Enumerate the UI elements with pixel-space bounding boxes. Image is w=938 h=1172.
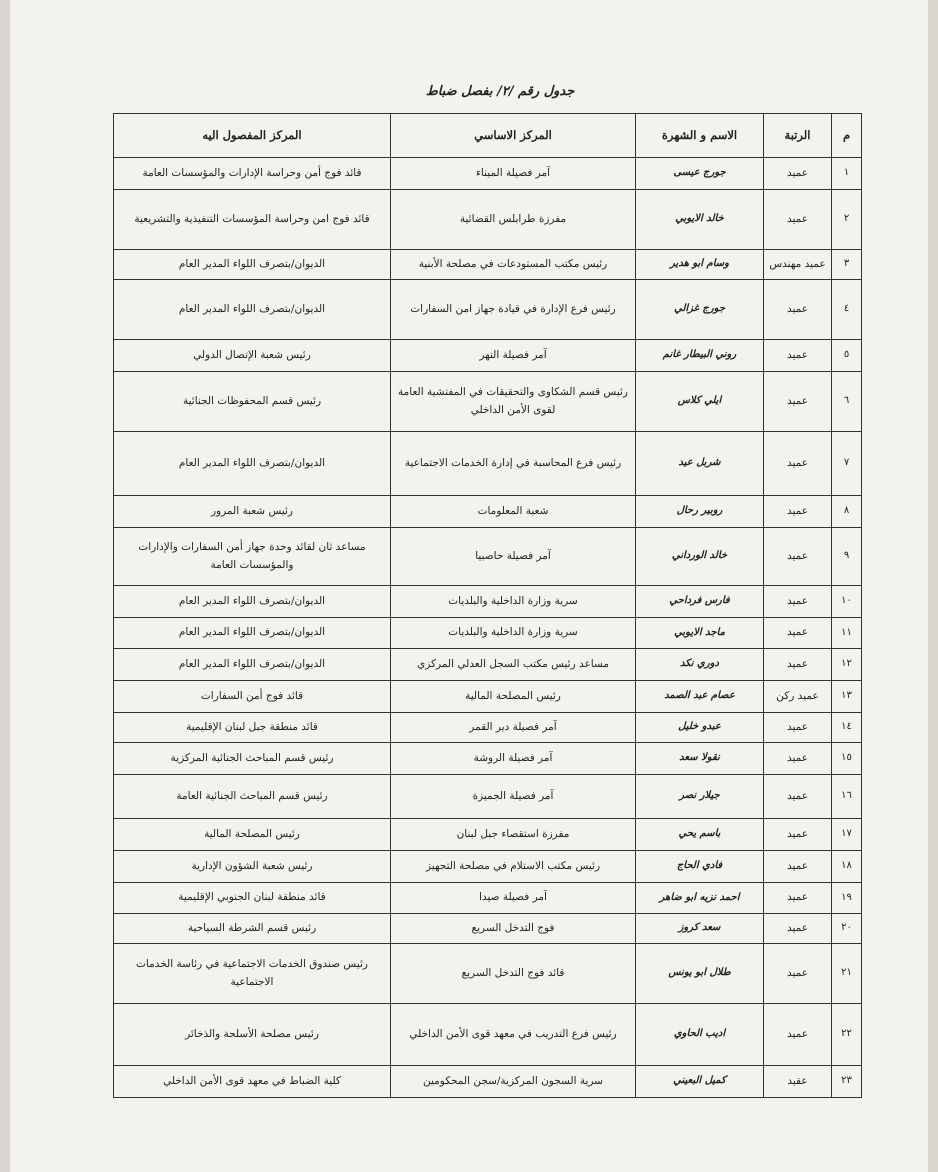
cell-assigned-post: الديوان/بتصرف اللواء المدير العام bbox=[114, 432, 391, 496]
cell-num: ٢٢ bbox=[832, 1004, 862, 1066]
table-row bbox=[114, 1004, 862, 1066]
table-body bbox=[114, 158, 862, 1098]
cell-rank: عميد bbox=[764, 528, 832, 586]
cell-rank: عميد bbox=[764, 586, 832, 618]
table-row bbox=[114, 432, 862, 496]
cell-rank: عميد bbox=[764, 851, 832, 883]
cell-original-post: آمر فصيلة الروشة bbox=[391, 743, 636, 775]
cell-num: ١٤ bbox=[832, 713, 862, 743]
cell-original-post: مفرزة طرابلس القضائية bbox=[391, 190, 636, 250]
cell-rank: عميد مهندس bbox=[764, 250, 832, 280]
cell-num: ٧ bbox=[832, 432, 862, 496]
cell-name: فادي الحاج bbox=[636, 851, 764, 883]
cell-rank: عميد bbox=[764, 944, 832, 1004]
cell-num: ٢٠ bbox=[832, 914, 862, 944]
cell-original-post: آمر فصيلة الميناء bbox=[391, 158, 636, 190]
table-row bbox=[114, 250, 862, 280]
cell-assigned-post: رئيس شعبة المرور bbox=[114, 496, 391, 528]
cell-num: ١٩ bbox=[832, 883, 862, 914]
table-row bbox=[114, 496, 862, 528]
cell-rank: عميد bbox=[764, 618, 832, 649]
cell-original-post: سرية وزارة الداخلية والبلديات bbox=[391, 586, 636, 618]
table-row bbox=[114, 528, 862, 586]
cell-assigned-post: رئيس مصلحة الأسلحة والذخائر bbox=[114, 1004, 391, 1066]
cell-original-post: رئيس مكتب المستودعات في مصلحة الأبنية bbox=[391, 250, 636, 280]
cell-original-post: رئيس مكتب الاستلام في مصلحة التجهيز bbox=[391, 851, 636, 883]
cell-assigned-post: قائد فوج أمن وحراسة الإدارات والمؤسسات العامة bbox=[114, 158, 391, 190]
cell-name: وسام ابو هدير bbox=[636, 250, 764, 280]
table-row bbox=[114, 158, 862, 190]
table-row bbox=[114, 819, 862, 851]
cell-name: ماجد الايوبي bbox=[636, 618, 764, 649]
table-row bbox=[114, 914, 862, 944]
cell-name: عبدو خليل bbox=[636, 713, 764, 743]
cell-assigned-post: مساعد ثان لقائد وحدة جهاز أمن السفارات والإدارات والمؤسسات العامة bbox=[114, 528, 391, 586]
cell-name: خالد الايوبي bbox=[636, 190, 764, 250]
cell-name: روني البيطار غانم bbox=[636, 340, 764, 372]
cell-num: ٣ bbox=[832, 250, 862, 280]
cell-assigned-post: قائد فوج أمن السفارات bbox=[114, 681, 391, 713]
table-row bbox=[114, 340, 862, 372]
cell-original-post: سرية السجون المركزية/سجن المحكومين bbox=[391, 1066, 636, 1098]
cell-name: احمد نزيه ابو ضاهر bbox=[636, 883, 764, 914]
cell-original-post: قائد فوج التدخل السريع bbox=[391, 944, 636, 1004]
cell-original-post: مفرزة استقصاء جبل لبنان bbox=[391, 819, 636, 851]
header-original-post: المركز الاساسي bbox=[391, 114, 636, 158]
cell-rank: عميد bbox=[764, 914, 832, 944]
cell-rank: عميد bbox=[764, 743, 832, 775]
cell-assigned-post: قائد فوج امن وحراسة المؤسسات التنفيذية والتشريعية bbox=[114, 190, 391, 250]
cell-original-post: رئيس فرع المحاسبة في إدارة الخدمات الاجتماعية bbox=[391, 432, 636, 496]
cell-original-post: رئيس قسم الشكاوى والتحقيقات في المفتشية العامة لقوى الأمن الداخلي bbox=[391, 372, 636, 432]
cell-original-post: رئيس المصلحة المالية bbox=[391, 681, 636, 713]
cell-name: باسم يحي bbox=[636, 819, 764, 851]
cell-num: ١٢ bbox=[832, 649, 862, 681]
cell-original-post: آمر فصيلة حاصبيا bbox=[391, 528, 636, 586]
cell-rank: عميد bbox=[764, 280, 832, 340]
cell-num: ١٨ bbox=[832, 851, 862, 883]
cell-name: دوري نكد bbox=[636, 649, 764, 681]
header-name: الاسم و الشهرة bbox=[636, 114, 764, 158]
cell-rank: عميد bbox=[764, 1004, 832, 1066]
cell-assigned-post: رئيس صندوق الخدمات الاجتماعية في رئاسة الخدمات الاجتماعية bbox=[114, 944, 391, 1004]
table-row bbox=[114, 681, 862, 713]
cell-rank: عميد bbox=[764, 432, 832, 496]
header-num: م bbox=[832, 114, 862, 158]
cell-rank: عقيد bbox=[764, 1066, 832, 1098]
table-title: جدول رقم /٢/ بفصل ضباط bbox=[425, 84, 575, 99]
cell-name: طلال ابو يونس bbox=[636, 944, 764, 1004]
cell-num: ١٥ bbox=[832, 743, 862, 775]
cell-name: عصام عبد الصمد bbox=[636, 681, 764, 713]
header-assigned-post: المركز المفصول اليه bbox=[114, 114, 391, 158]
document-page bbox=[10, 0, 928, 1172]
cell-original-post: آمر فصيلة صيدا bbox=[391, 883, 636, 914]
table-row bbox=[114, 851, 862, 883]
cell-name: نقولا سعد bbox=[636, 743, 764, 775]
table-row bbox=[114, 713, 862, 743]
cell-assigned-post: رئيس قسم الشرطة السياحية bbox=[114, 914, 391, 944]
cell-num: ٨ bbox=[832, 496, 862, 528]
table-row bbox=[114, 883, 862, 914]
cell-num: ١ bbox=[832, 158, 862, 190]
cell-original-post: آمر فصيلة النهر bbox=[391, 340, 636, 372]
cell-assigned-post: قائد منطقة لبنان الجنوبي الإقليمية bbox=[114, 883, 391, 914]
cell-name: شربل عيد bbox=[636, 432, 764, 496]
table-row bbox=[114, 775, 862, 819]
cell-rank: عميد bbox=[764, 713, 832, 743]
cell-name: سعد كروز bbox=[636, 914, 764, 944]
cell-rank: عميد bbox=[764, 649, 832, 681]
cell-rank: عميد bbox=[764, 372, 832, 432]
cell-original-post: سرية وزارة الداخلية والبلديات bbox=[391, 618, 636, 649]
cell-rank: عميد bbox=[764, 190, 832, 250]
cell-num: ٢ bbox=[832, 190, 862, 250]
header-rank: الرتبة bbox=[764, 114, 832, 158]
table-row bbox=[114, 944, 862, 1004]
cell-assigned-post: قائد منطقة جبل لبنان الإقليمية bbox=[114, 713, 391, 743]
cell-assigned-post: كلية الضباط في معهد قوى الأمن الداخلي bbox=[114, 1066, 391, 1098]
cell-rank: عميد bbox=[764, 496, 832, 528]
cell-name: ايلي كلاس bbox=[636, 372, 764, 432]
table-row bbox=[114, 372, 862, 432]
table-row bbox=[114, 190, 862, 250]
cell-num: ١٠ bbox=[832, 586, 862, 618]
cell-assigned-post: الديوان/بتصرف اللواء المدير العام bbox=[114, 586, 391, 618]
cell-original-post: فوج التدخل السريع bbox=[391, 914, 636, 944]
cell-num: ٤ bbox=[832, 280, 862, 340]
cell-rank: عميد bbox=[764, 158, 832, 190]
table-row bbox=[114, 586, 862, 618]
table-row bbox=[114, 280, 862, 340]
cell-original-post: رئيس فرع التدريب في معهد قوى الأمن الداخلي bbox=[391, 1004, 636, 1066]
cell-num: ٥ bbox=[832, 340, 862, 372]
cell-num: ٩ bbox=[832, 528, 862, 586]
cell-num: ٢٣ bbox=[832, 1066, 862, 1098]
cell-rank: عميد bbox=[764, 819, 832, 851]
cell-assigned-post: الديوان/بتصرف اللواء المدير العام bbox=[114, 250, 391, 280]
cell-name: اديب الحاوي bbox=[636, 1004, 764, 1066]
cell-assigned-post: رئيس المصلحة المالية bbox=[114, 819, 391, 851]
cell-original-post: آمر فصيلة الجميزة bbox=[391, 775, 636, 819]
cell-num: ١٣ bbox=[832, 681, 862, 713]
cell-original-post: مساعد رئيس مكتب السجل العدلي المركزي bbox=[391, 649, 636, 681]
cell-name: روبير رحال bbox=[636, 496, 764, 528]
cell-assigned-post: الديوان/بتصرف اللواء المدير العام bbox=[114, 618, 391, 649]
cell-rank: عميد bbox=[764, 883, 832, 914]
cell-assigned-post: رئيس شعبة الإتصال الدولي bbox=[114, 340, 391, 372]
cell-name: كميل البعيني bbox=[636, 1066, 764, 1098]
cell-name: جيلار نصر bbox=[636, 775, 764, 819]
cell-name: خالد الورداني bbox=[636, 528, 764, 586]
cell-num: ٦ bbox=[832, 372, 862, 432]
cell-assigned-post: الديوان/بتصرف اللواء المدير العام bbox=[114, 280, 391, 340]
cell-num: ١٧ bbox=[832, 819, 862, 851]
table-row bbox=[114, 743, 862, 775]
cell-assigned-post: رئيس قسم المباحث الجنائية المركزية bbox=[114, 743, 391, 775]
table-row bbox=[114, 649, 862, 681]
cell-assigned-post: رئيس قسم المحفوظات الجنائية bbox=[114, 372, 391, 432]
cell-original-post: آمر فصيلة دير القمر bbox=[391, 713, 636, 743]
cell-assigned-post: رئيس قسم المباحث الجنائية العامة bbox=[114, 775, 391, 819]
cell-assigned-post: الديوان/بتصرف اللواء المدير العام bbox=[114, 649, 391, 681]
cell-assigned-post: رئيس شعبة الشؤون الإدارية bbox=[114, 851, 391, 883]
cell-rank: عميد bbox=[764, 340, 832, 372]
cell-name: فارس فرداحي bbox=[636, 586, 764, 618]
cell-rank: عميد bbox=[764, 775, 832, 819]
table-row bbox=[114, 618, 862, 649]
cell-num: ١١ bbox=[832, 618, 862, 649]
table-header-row bbox=[114, 114, 862, 158]
cell-original-post: شعبة المعلومات bbox=[391, 496, 636, 528]
table-row bbox=[114, 1066, 862, 1098]
cell-original-post: رئيس فرع الإدارة في قيادة جهاز امن السفارات bbox=[391, 280, 636, 340]
cell-rank: عميد ركن bbox=[764, 681, 832, 713]
cell-num: ٢١ bbox=[832, 944, 862, 1004]
cell-name: جورج عيسى bbox=[636, 158, 764, 190]
cell-name: جورج غزالي bbox=[636, 280, 764, 340]
cell-num: ١٦ bbox=[832, 775, 862, 819]
officers-table bbox=[113, 113, 862, 1098]
